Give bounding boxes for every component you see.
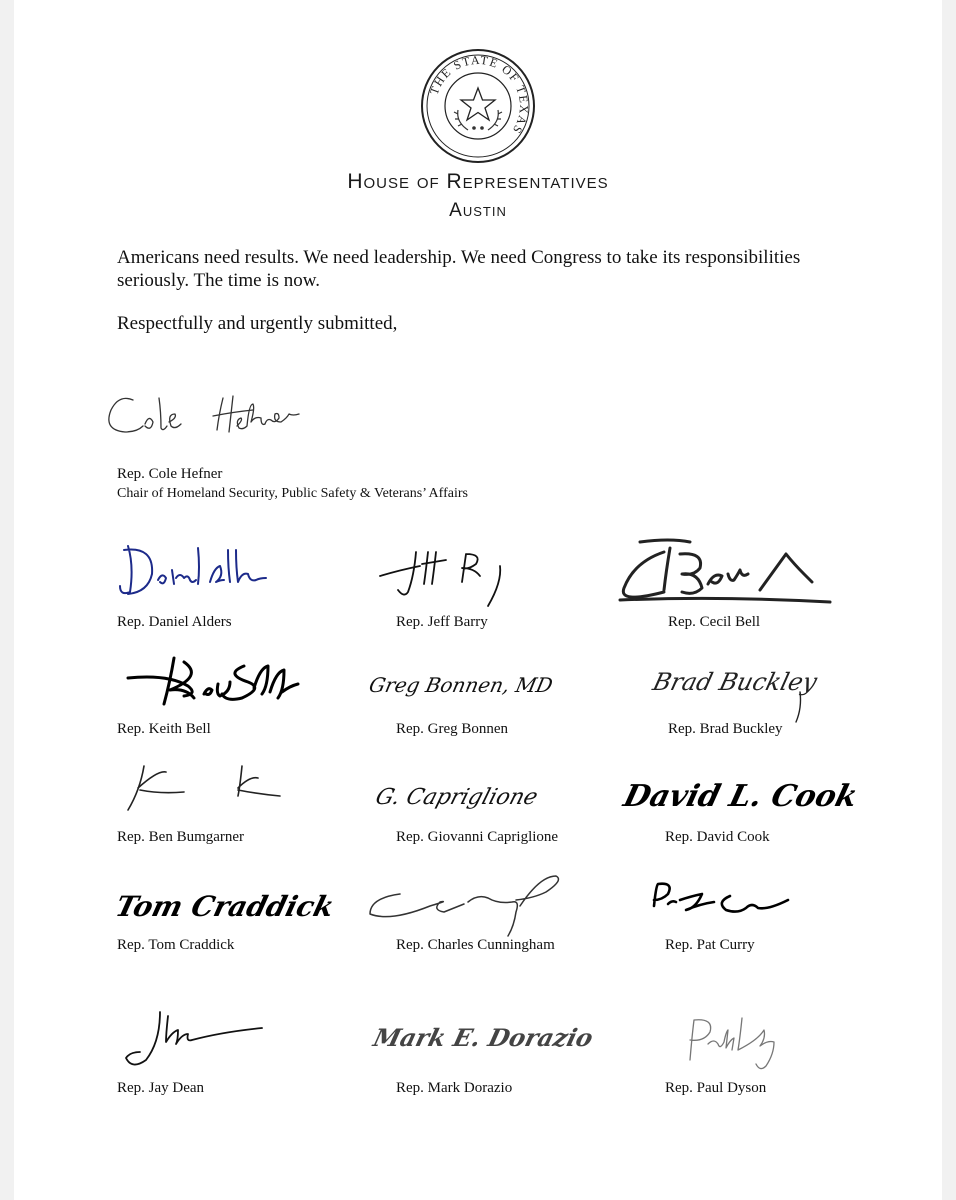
- signature-daniel-alders: [114, 540, 274, 600]
- signer-name: Rep. Giovanni Capriglione: [396, 829, 559, 845]
- signer-name: Rep. Daniel Alders: [117, 614, 232, 630]
- signer-name: Rep. Cecil Bell: [668, 614, 761, 630]
- texas-state-seal: [420, 48, 536, 164]
- signature-david-cook: [620, 770, 862, 820]
- letterhead-city: Austin: [449, 200, 507, 221]
- signature-text: Tom Craddick: [112, 889, 338, 923]
- letter-paragraph: Americans need results. We need leadership. We need Congress to take its responsibilities seriously. The time is now.: [117, 247, 801, 291]
- signer-name: Rep. Keith Bell: [117, 721, 211, 737]
- signer-name: Rep. Charles Cunningham: [396, 937, 555, 953]
- signer-name: Rep. Greg Bonnen: [396, 721, 509, 737]
- signature-giovanni-capriglione: [372, 770, 568, 820]
- signature-cole-hefner: [105, 388, 325, 448]
- signature-ben-bumgarner: [114, 760, 294, 820]
- signature-tom-craddick: [112, 876, 338, 936]
- signer-name: Rep. Pat Curry: [665, 937, 755, 953]
- signer-name: Rep. Brad Buckley: [668, 721, 783, 737]
- signature-jay-dean: [114, 1004, 274, 1074]
- signature-pat-curry: [640, 872, 820, 932]
- signer-name: Rep. Mark Dorazio: [396, 1080, 513, 1096]
- letterhead-title: House of Representatives: [347, 170, 609, 193]
- signature-jeff-barry: [370, 542, 530, 612]
- signer-name: Rep. Jeff Barry: [396, 614, 488, 630]
- signature-text: Greg Bonnen, MD: [366, 673, 555, 697]
- signature-text: G. Capriglione: [372, 784, 541, 810]
- signature-text: Mark E. Dorazio: [370, 1023, 597, 1052]
- signature-greg-bonnen: [366, 664, 570, 704]
- signature-text: David L. Cook: [620, 778, 862, 814]
- signature-keith-bell: [114, 648, 314, 718]
- signature-cecil-bell: [610, 530, 840, 610]
- signer-name: Rep. Tom Craddick: [117, 937, 235, 953]
- lead-signer-title: Chair of Homeland Security, Public Safety & Veterans’ Affairs: [117, 486, 468, 501]
- letter-closing: Respectfully and urgently submitted,: [117, 313, 398, 334]
- signer-name: Rep. Jay Dean: [117, 1080, 205, 1096]
- signature-paul-dyson: [668, 1010, 818, 1070]
- seal-text: THE STATE OF TEXAS: [426, 52, 532, 138]
- signature-brad-buckley: [650, 656, 830, 726]
- signer-name: Rep. Paul Dyson: [665, 1080, 767, 1096]
- signature-text: Brad Buckley: [650, 667, 821, 696]
- signature-charles-cunningham: [360, 872, 590, 942]
- lead-signer-name: Rep. Cole Hefner: [117, 466, 223, 482]
- signature-mark-dorazio: [370, 1010, 597, 1060]
- signer-name: Rep. Ben Bumgarner: [117, 829, 245, 845]
- signer-name: Rep. David Cook: [665, 829, 770, 845]
